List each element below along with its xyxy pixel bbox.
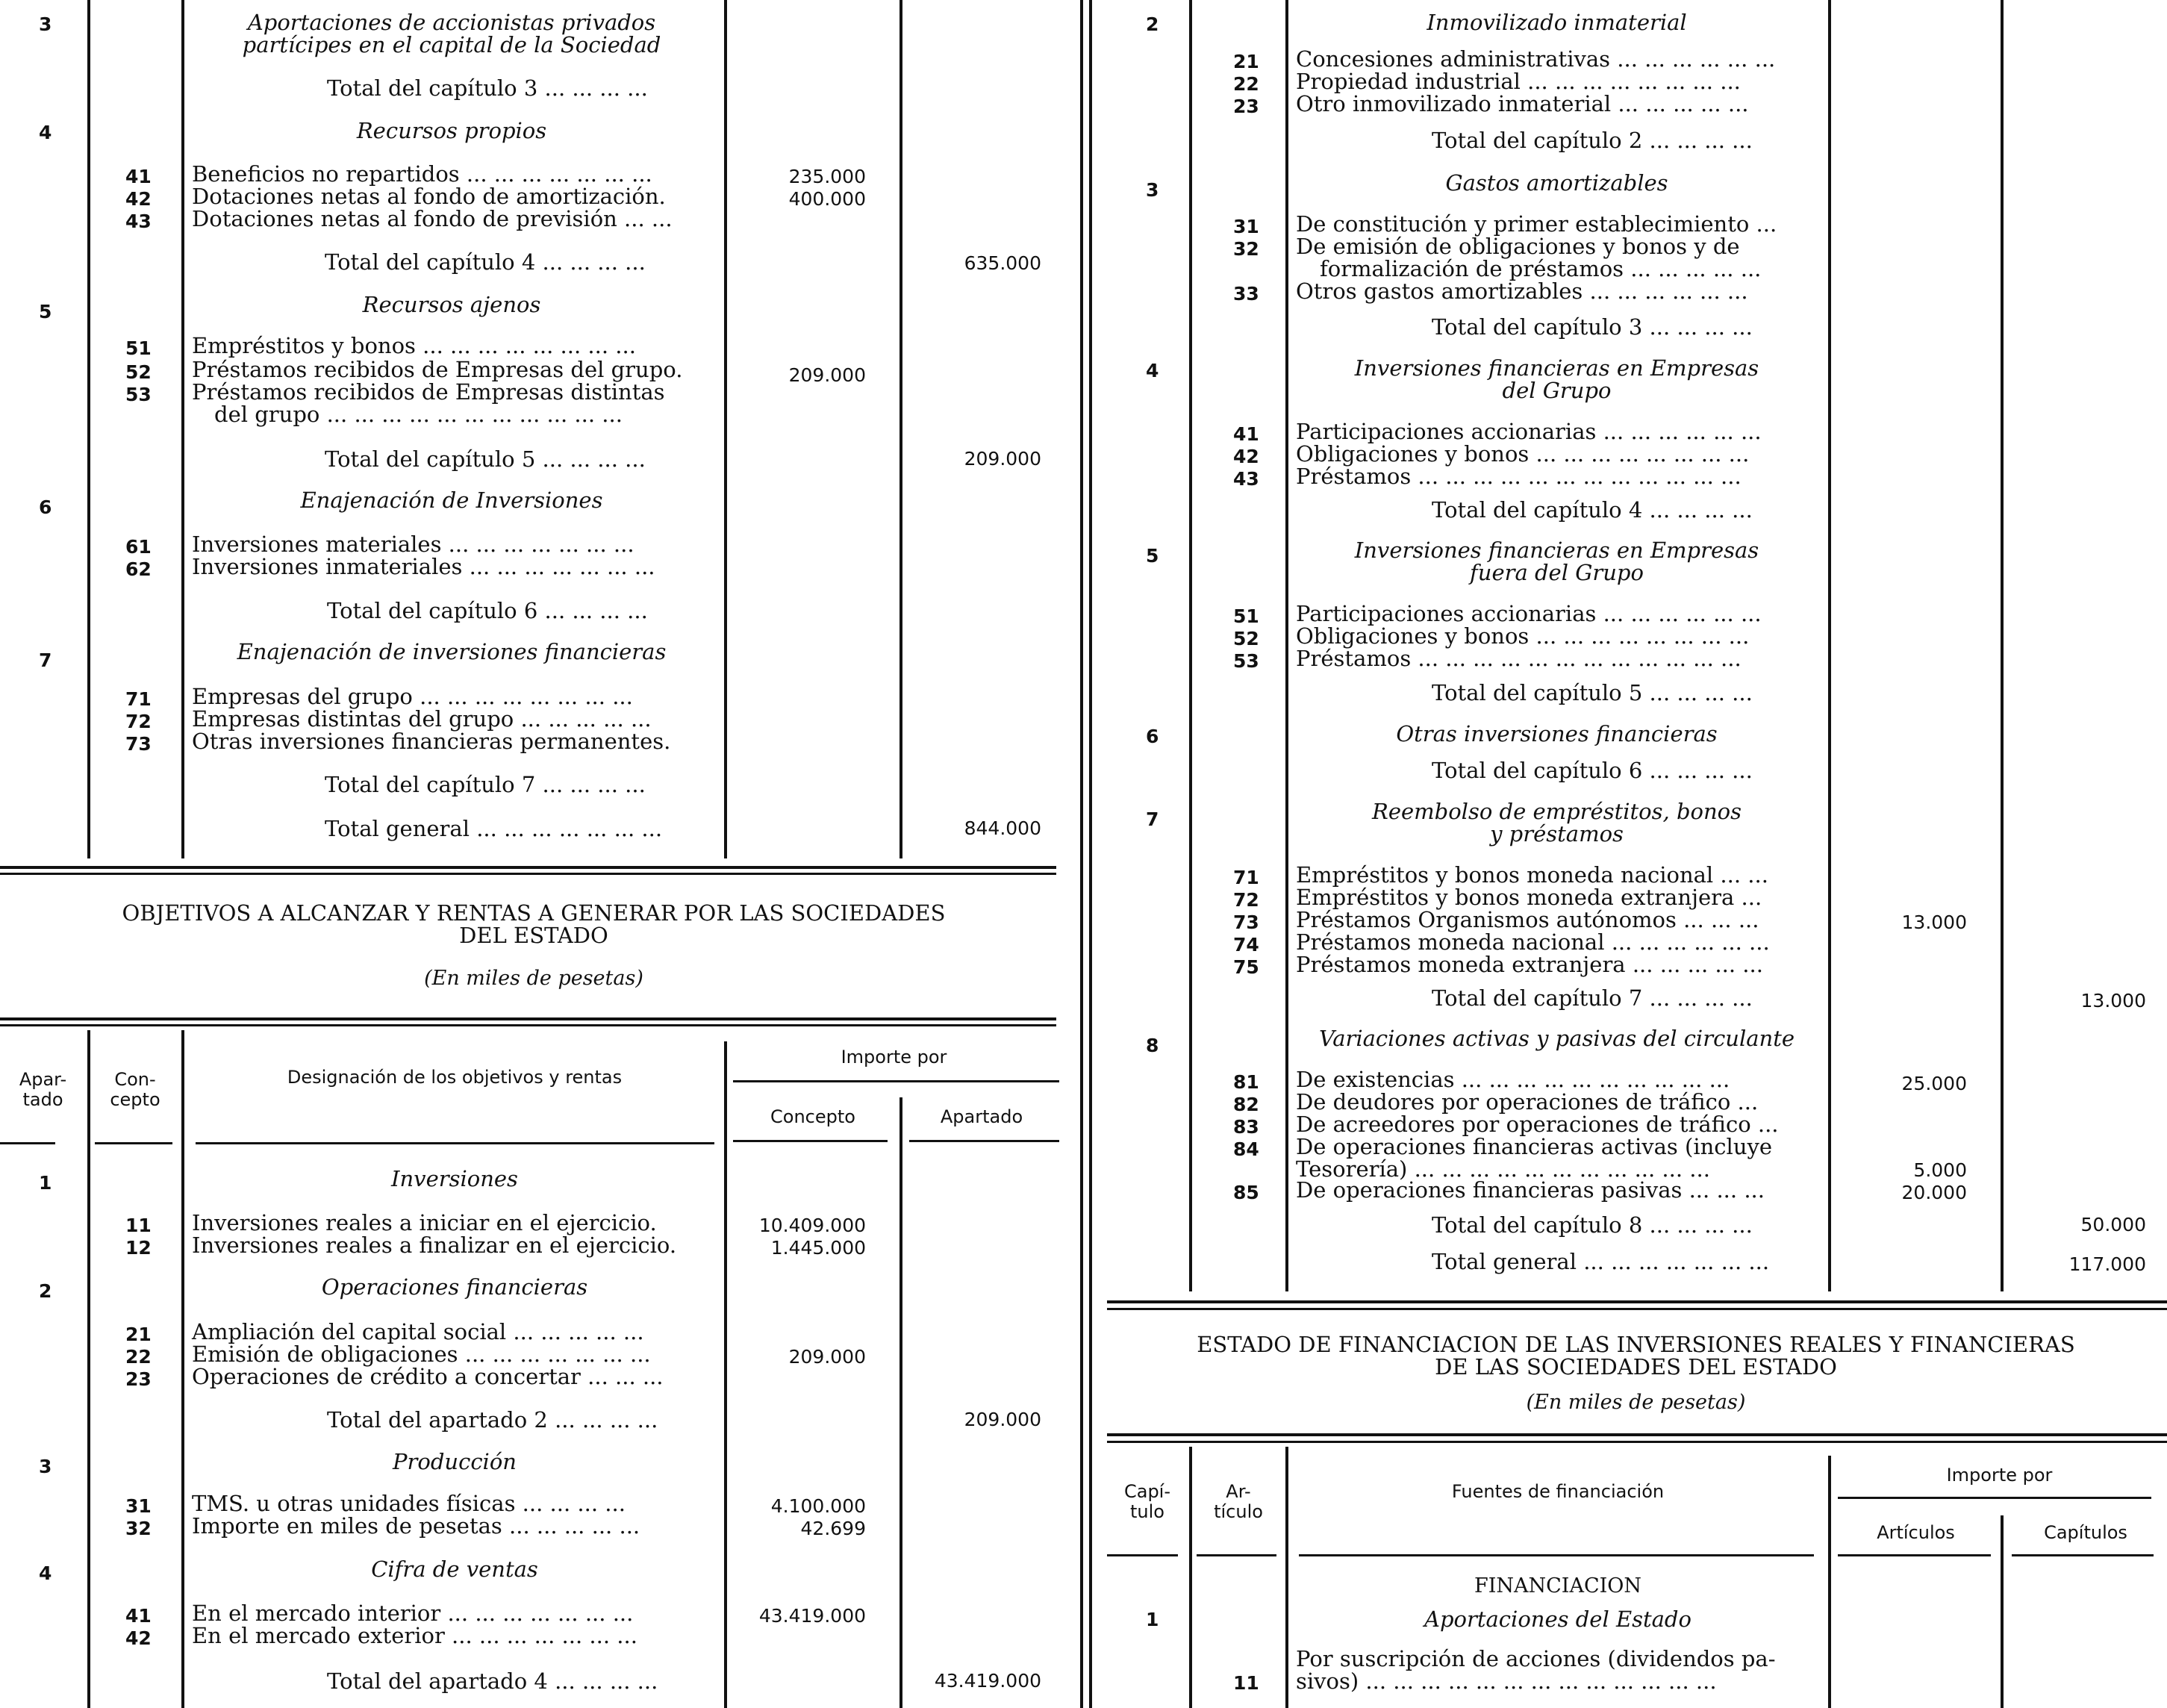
- concept-number: 11: [125, 1215, 152, 1236]
- row-label: En el mercado exterior ... ... ... ... ... ... ...: [192, 1623, 637, 1648]
- apartado-number: 3: [39, 1456, 52, 1477]
- row-label: Obligaciones y bonos ... ... ... ... ... ... ... ...: [1296, 441, 1750, 467]
- row-label: del grupo ... ... ... ... ... ... ... ... ... ... ...: [214, 402, 623, 427]
- column-rule: [87, 0, 90, 858]
- column-rule: [2001, 1515, 2004, 1708]
- row-label: En el mercado interior ... ... ... ... ... ... ...: [192, 1601, 634, 1626]
- header-rule: [1838, 1554, 1991, 1556]
- section-title: OBJETIVOS A ALCANZAR Y RENTAS A GENERAR POR LAS SOCIEDADES: [122, 900, 946, 926]
- section-divider: [1107, 1308, 2167, 1310]
- article-number: 41: [125, 166, 152, 187]
- concept-value: 43.419.000: [758, 1605, 866, 1627]
- article-number: 71: [1233, 867, 1259, 888]
- header-rule: [1107, 1433, 2167, 1436]
- chapter-total-value: 209.000: [964, 448, 1041, 470]
- row-label: Inversiones inmateriales ... ... ... ... ... ... ...: [192, 554, 655, 579]
- row-label: Préstamos ... ... ... ... ... ... ... ... ... ... ... ...: [1296, 464, 1742, 489]
- article-number: 42: [125, 188, 152, 210]
- row-label: Empresas distintas del grupo ... ... ... ... ...: [192, 706, 652, 732]
- section-subtitle: (En miles de pesetas): [424, 967, 643, 990]
- total-row-label: Total del capítulo 8 ... ... ... ...: [1432, 1212, 1753, 1238]
- header-rule: [1838, 1497, 2151, 1499]
- chapter-title: Enajenación de inversiones financieras: [237, 639, 667, 664]
- chapter-number: 5: [1146, 545, 1159, 567]
- section-title: DE LAS SOCIEDADES DEL ESTADO: [1435, 1354, 1837, 1380]
- row-label: De operaciones financieras activas (incluye: [1296, 1134, 1773, 1159]
- chapter-number: 3: [1146, 179, 1159, 201]
- concept-value: 400.000: [788, 188, 866, 210]
- article-number: 11: [1233, 1672, 1259, 1694]
- column-rule: [1828, 0, 1831, 1291]
- chapter-title: Variaciones activas y pasivas del circulante: [1318, 1026, 1795, 1051]
- total-row-label: Total del capítulo 5 ... ... ... ...: [1432, 680, 1753, 705]
- row-label: Empréstitos y bonos ... ... ... ... ... ... ... ...: [192, 333, 636, 358]
- article-number: 75: [1233, 956, 1259, 978]
- concept-value: 1.445.000: [770, 1237, 866, 1259]
- row-label: De emisión de obligaciones y bonos y de: [1296, 234, 1740, 259]
- chapter-title: Otras inversiones financieras: [1396, 721, 1718, 747]
- row-label: Operaciones de crédito a concertar ... ... ...: [192, 1364, 664, 1389]
- section-divider: [1107, 1300, 2167, 1303]
- article-number: 84: [1233, 1138, 1259, 1160]
- apartado-number: 4: [39, 1562, 52, 1584]
- column-rule: [1189, 0, 1192, 1291]
- concept-number: 31: [125, 1495, 152, 1517]
- row-label: Préstamos recibidos de Empresas distintas: [192, 379, 665, 405]
- concept-value: 209.000: [788, 364, 866, 386]
- row-label: Préstamos moneda extranjera ... ... ... ... ...: [1296, 952, 1763, 977]
- chapter-title: Inversiones financieras en Empresas: [1354, 537, 1759, 563]
- article-number: 51: [125, 337, 152, 359]
- total-row-label: Total del capítulo 6 ... ... ... ...: [327, 598, 648, 623]
- column-rule: [1285, 0, 1288, 1291]
- article-number: 33: [1233, 283, 1259, 305]
- header-capitulo: tulo: [1130, 1501, 1164, 1522]
- chapter-number: 7: [1146, 808, 1159, 830]
- header-apartado: Apar-: [19, 1069, 67, 1090]
- header-concepto: Con-: [114, 1069, 156, 1090]
- header-rule: [0, 1024, 1056, 1026]
- row-label: De operaciones financieras pasivas ... ... ...: [1296, 1177, 1765, 1203]
- total-row-label: Total del apartado 2 ... ... ... ...: [327, 1407, 658, 1433]
- header-rule: [733, 1080, 1059, 1082]
- article-number: 41: [1233, 423, 1259, 445]
- chapter-total-value: 50.000: [2080, 1214, 2146, 1235]
- concept-number: 12: [125, 1237, 152, 1259]
- total-row-label: Total del capítulo 4 ... ... ... ...: [1432, 497, 1753, 523]
- row-label: Inversiones materiales ... ... ... ... ... ... ...: [192, 532, 634, 557]
- header-articulo: Ar-: [1226, 1481, 1251, 1502]
- row-label: Propiedad industrial ... ... ... ... ... ... ... ...: [1296, 69, 1741, 94]
- apartado-number: 1: [39, 1172, 52, 1194]
- total-row-label: Total del capítulo 2 ... ... ... ...: [1432, 128, 1753, 153]
- concept-value: 209.000: [788, 1346, 866, 1368]
- row-label: Por suscripción de acciones (dividendos pa-: [1296, 1646, 1776, 1671]
- article-number: 23: [1233, 96, 1259, 117]
- concept-value: 42.699: [800, 1518, 866, 1539]
- article-number: 52: [125, 361, 152, 383]
- chapter-title: del Grupo: [1502, 378, 1612, 403]
- row-label: Importe en miles de pesetas ... ... ... ... ...: [192, 1513, 640, 1539]
- row-label: Inversiones reales a iniciar en el ejercicio.: [192, 1210, 657, 1235]
- grand-total-value: 117.000: [2068, 1253, 2146, 1275]
- row-label: Ampliación del capital social ... ... ... ... ...: [192, 1319, 644, 1344]
- chapter-title: Recursos ajenos: [362, 292, 541, 317]
- article-number: 53: [125, 384, 152, 405]
- column-rule: [724, 0, 727, 858]
- column-rule: [87, 1030, 90, 1708]
- apartado-total-value: 43.419.000: [934, 1670, 1041, 1692]
- page-column-divider: [1089, 0, 1092, 1708]
- grand-total-label: Total general ... ... ... ... ... ... ...: [325, 816, 663, 841]
- article-number: 61: [125, 536, 152, 558]
- article-number: 51: [1233, 605, 1259, 627]
- article-number: 53: [1233, 650, 1259, 672]
- header-col-concepto: Concepto: [770, 1106, 855, 1127]
- chapter-title: Reembolso de empréstitos, bonos: [1372, 799, 1742, 824]
- row-label: De existencias ... ... ... ... ... ... ... ... ... ...: [1296, 1067, 1730, 1092]
- header-articulo: tículo: [1214, 1501, 1263, 1522]
- chapter-number: 3: [39, 13, 52, 35]
- article-value: 13.000: [1901, 911, 1967, 933]
- grand-total-value: 844.000: [964, 817, 1041, 839]
- row-label: Emisión de obligaciones ... ... ... ... ... ... ...: [192, 1341, 651, 1367]
- header-rule: [1197, 1554, 1276, 1556]
- header-rule: [0, 1017, 1056, 1020]
- header-rule: [196, 1142, 714, 1144]
- header-col-articulos: Artículos: [1877, 1522, 1955, 1543]
- chapter-number: 4: [39, 122, 52, 143]
- row-label: Préstamos ... ... ... ... ... ... ... ... ... ... ... ...: [1296, 646, 1742, 671]
- row-label: Préstamos recibidos de Empresas del grupo.: [192, 357, 683, 382]
- apartado-total-value: 209.000: [964, 1409, 1041, 1430]
- header-rule: [1107, 1554, 1178, 1556]
- article-number: 21: [1233, 51, 1259, 72]
- row-label: formalización de préstamos ... ... ... ... ...: [1320, 256, 1762, 281]
- chapter-total-value: 13.000: [2080, 990, 2146, 1012]
- header-apartado: tado: [22, 1089, 63, 1110]
- chapter-title: partícipes en el capital de la Sociedad: [242, 32, 661, 57]
- total-row-label: Total del apartado 4 ... ... ... ...: [327, 1668, 658, 1694]
- section-subtitle: (En miles de pesetas): [1526, 1391, 1746, 1414]
- article-value: 25.000: [1901, 1073, 1967, 1094]
- article-value: 5.000: [1913, 1159, 1967, 1181]
- article-number: 42: [1233, 446, 1259, 467]
- concept-number: 22: [125, 1346, 152, 1368]
- total-row-label: Total del capítulo 5 ... ... ... ...: [325, 446, 646, 472]
- chapter-number: 4: [1146, 360, 1159, 381]
- concept-number: 41: [125, 1605, 152, 1627]
- row-label: Dotaciones netas al fondo de previsión ... ...: [192, 206, 673, 231]
- apartado-title: Operaciones financieras: [321, 1274, 588, 1300]
- chapter-title: Inmovilizado inmaterial: [1427, 10, 1687, 35]
- row-label: Préstamos Organismos autónomos ... ... ...: [1296, 907, 1759, 932]
- row-label: Otras inversiones financieras permanentes.: [192, 729, 671, 754]
- row-label: Empréstitos y bonos moneda extranjera ...: [1296, 885, 1762, 910]
- row-label: Participaciones accionarias ... ... ... ... ... ...: [1296, 601, 1762, 626]
- article-number: 52: [1233, 628, 1259, 649]
- row-label: Inversiones reales a finalizar en el ejercicio.: [192, 1232, 677, 1258]
- chapter-number: 6: [39, 496, 52, 518]
- section-divider: [0, 873, 1056, 875]
- header-rule: [909, 1140, 1059, 1142]
- concept-number: 23: [125, 1368, 152, 1390]
- row-label: Dotaciones netas al fondo de amortización.: [192, 184, 666, 209]
- row-label: De deudores por operaciones de tráfico ...: [1296, 1089, 1759, 1115]
- row-label: Empresas del grupo ... ... ... ... ... ... ... ...: [192, 684, 633, 709]
- article-number: 83: [1233, 1116, 1259, 1138]
- article-number: 31: [1233, 216, 1259, 237]
- chapter-number: 1: [1146, 1609, 1159, 1630]
- total-row-label: Total del capítulo 7 ... ... ... ...: [325, 772, 646, 797]
- column-rule: [899, 0, 902, 858]
- concept-value: 235.000: [788, 166, 866, 187]
- row-label: Obligaciones y bonos ... ... ... ... ... ... ... ...: [1296, 623, 1750, 649]
- row-label: Empréstitos y bonos moneda nacional ... ...: [1296, 862, 1768, 888]
- total-row-label: Total del capítulo 6 ... ... ... ...: [1432, 758, 1753, 783]
- header-capitulo: Capí-: [1123, 1481, 1171, 1502]
- chapter-number: 5: [39, 301, 52, 322]
- column-rule: [1828, 1456, 1831, 1708]
- row-label: De acreedores por operaciones de tráfico ...: [1296, 1112, 1779, 1137]
- article-number: 22: [1233, 73, 1259, 95]
- article-number: 74: [1233, 934, 1259, 956]
- row-label: De constitución y primer establecimiento ...: [1296, 211, 1777, 237]
- row-label: sivos) ... ... ... ... ... ... ... ... ... ... ... ... ...: [1296, 1668, 1717, 1694]
- chapter-title: Gastos amortizables: [1445, 170, 1668, 196]
- row-label: Otros gastos amortizables ... ... ... ... ... ...: [1296, 278, 1748, 304]
- chapter-number: 8: [1146, 1035, 1159, 1056]
- row-label: Beneficios no repartidos ... ... ... ... ... ... ...: [192, 161, 652, 187]
- article-number: 71: [125, 688, 152, 710]
- header-col-apartado: Apartado: [940, 1106, 1023, 1127]
- column-rule: [2001, 0, 2004, 1291]
- column-rule: [899, 1097, 902, 1708]
- header-importe: Importe por: [1946, 1465, 2053, 1486]
- article-number: 81: [1233, 1071, 1259, 1093]
- article-number: 73: [125, 733, 152, 755]
- chapter-title: Aportaciones del Estado: [1424, 1606, 1691, 1632]
- header-rule: [1107, 1441, 2167, 1443]
- chapter-number: 2: [1146, 13, 1159, 35]
- header-fuentes: Fuentes de financiación: [1451, 1481, 1665, 1502]
- header-concepto: cepto: [110, 1089, 160, 1110]
- apartado-number: 2: [39, 1280, 52, 1302]
- chapter-number: 7: [39, 649, 52, 671]
- article-number: 73: [1233, 911, 1259, 933]
- article-number: 85: [1233, 1182, 1259, 1203]
- chapter-title: fuera del Grupo: [1470, 560, 1644, 585]
- concept-number: 32: [125, 1518, 152, 1539]
- row-label: Préstamos moneda nacional ... ... ... ... ... ...: [1296, 929, 1770, 955]
- column-rule: [181, 1030, 184, 1708]
- article-number: 62: [125, 558, 152, 580]
- row-label: Tesorería) ... ... ... ... ... ... ... ... ... ... ...: [1296, 1156, 1710, 1182]
- group-title: FINANCIACION: [1474, 1574, 1642, 1598]
- section-title: ESTADO DE FINANCIACION DE LAS INVERSIONES REALES Y FINANCIERAS: [1197, 1332, 2075, 1357]
- concept-number: 42: [125, 1627, 152, 1649]
- row-label: Participaciones accionarias ... ... ... ... ... ...: [1296, 419, 1762, 444]
- header-rule: [95, 1142, 172, 1144]
- section-divider: [0, 866, 1056, 869]
- chapter-number: 6: [1146, 726, 1159, 747]
- article-number: 72: [1233, 889, 1259, 911]
- header-col-capitulos: Capítulos: [2044, 1522, 2127, 1543]
- header-importe: Importe por: [841, 1047, 947, 1068]
- row-label: TMS. u otras unidades físicas ... ... ... ...: [192, 1491, 626, 1516]
- column-rule: [724, 1041, 727, 1708]
- total-row-label: Total del capítulo 3 ... ... ... ...: [327, 75, 648, 101]
- row-label: Concesiones administrativas ... ... ... ... ... ...: [1296, 46, 1776, 72]
- column-rule: [181, 0, 184, 858]
- grand-total-label: Total general ... ... ... ... ... ... ...: [1432, 1249, 1770, 1274]
- article-number: 82: [1233, 1094, 1259, 1115]
- apartado-title: Inversiones: [391, 1166, 518, 1191]
- chapter-total-value: 635.000: [964, 252, 1041, 274]
- row-label: Otro inmovilizado inmaterial ... ... ... ... ...: [1296, 91, 1749, 116]
- chapter-title: Recursos propios: [356, 118, 547, 143]
- header-rule: [1299, 1554, 1814, 1556]
- apartado-title: Cifra de ventas: [371, 1556, 538, 1582]
- apartado-title: Producción: [393, 1449, 517, 1474]
- concept-value: 4.100.000: [770, 1495, 866, 1517]
- article-number: 72: [125, 711, 152, 732]
- article-number: 43: [1233, 468, 1259, 490]
- concept-value: 10.409.000: [758, 1215, 866, 1236]
- total-row-label: Total del capítulo 7 ... ... ... ...: [1432, 985, 1753, 1011]
- chapter-title: Inversiones financieras en Empresas: [1354, 355, 1759, 381]
- total-row-label: Total del capítulo 4 ... ... ... ...: [325, 249, 646, 275]
- concept-number: 21: [125, 1324, 152, 1345]
- header-designacion: Designación de los objetivos y rentas: [287, 1067, 623, 1088]
- column-rule: [1285, 1447, 1288, 1708]
- article-number: 32: [1233, 238, 1259, 260]
- total-row-label: Total del capítulo 3 ... ... ... ...: [1432, 314, 1753, 340]
- chapter-title: Enajenación de Inversiones: [300, 487, 603, 513]
- article-value: 20.000: [1901, 1182, 1967, 1203]
- header-rule: [733, 1140, 888, 1142]
- header-rule: [0, 1142, 55, 1144]
- chapter-title: Aportaciones de accionistas privados: [247, 10, 656, 35]
- header-rule: [2012, 1554, 2154, 1556]
- page-column-divider: [1080, 0, 1083, 1708]
- chapter-title: y préstamos: [1490, 821, 1624, 847]
- article-number: 43: [125, 211, 152, 232]
- section-title: DEL ESTADO: [459, 923, 608, 948]
